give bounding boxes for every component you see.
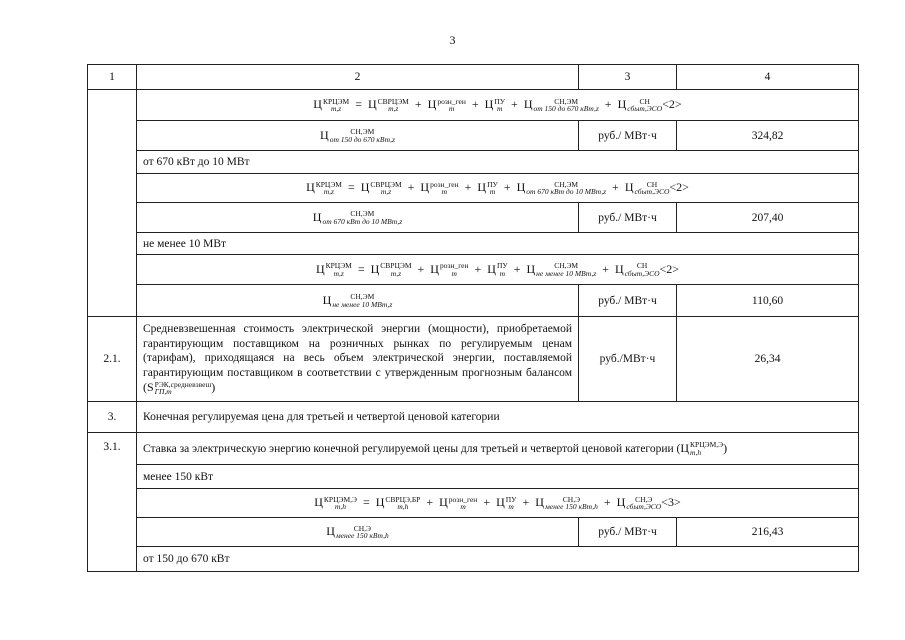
band-row bbox=[88, 233, 859, 255]
formula-cell bbox=[137, 174, 859, 203]
footnote-ref: <3> bbox=[661, 495, 681, 510]
unit-cell: руб./ МВт·ч bbox=[579, 121, 677, 151]
empty-number-cell bbox=[88, 90, 137, 317]
item-number: 3.1. bbox=[88, 433, 137, 572]
band-label: не менее 10 МВт bbox=[137, 233, 859, 255]
formula: Ц КРЦЭМ m,z = Ц СВРЦЭМ m,z + Ц розн_ген m + Ц ПУ m + Ц СН,ЭМ от 670 кВт до 10 МВт,z + Ц СН сбыт,ЭСО <2> bbox=[306, 179, 689, 197]
formula-cell bbox=[137, 489, 859, 518]
rate-symbol-cell: Ц СН,ЭМ от 670 кВт до 10 МВт,z bbox=[137, 203, 579, 233]
unit-cell: руб./МВт·ч bbox=[579, 317, 677, 402]
rate-row bbox=[88, 203, 859, 233]
band-label: от 150 до 670 кВт bbox=[137, 547, 859, 572]
item-description: Конечная регулируемая цена для третьей и четвертой ценовой категории bbox=[137, 402, 859, 433]
header-col-2: 2 bbox=[137, 65, 579, 90]
header-col-4: 4 bbox=[677, 65, 859, 90]
rate-symbol-cell: Ц СН,ЭМ не менее 10 МВт,z bbox=[137, 285, 579, 317]
band-row bbox=[88, 151, 859, 174]
formula: Ц КРЦЭМ m,z = Ц СВРЦЭМ m,z + Ц розн_ген m + Ц ПУ m + Ц СН,ЭМ не менее 10 МВт,z + Ц СН сбыт,ЭСО <2> bbox=[315, 261, 680, 278]
band-label: менее 150 кВт bbox=[137, 465, 859, 489]
item-number: 2.1. bbox=[88, 317, 137, 402]
value-cell: 110,60 bbox=[677, 285, 859, 317]
item-number: 3. bbox=[88, 402, 137, 433]
value-cell: 216,43 bbox=[677, 518, 859, 547]
unit-cell: руб./ МВт·ч bbox=[579, 518, 677, 547]
header-col-3: 3 bbox=[579, 65, 677, 90]
formula: Ц КРЦЭМ m,z = Ц СВРЦЭМ m,z + Ц розн_ген m + Ц ПУ m + Ц СН,ЭМ от 150 до 670 кВт,z + Ц СН сбыт,ЭСО <2> bbox=[313, 96, 682, 114]
item-description: Ставка за электрическую энергию конечной регулируемой цены для третьей и четвертой ценовой категории (Ц КРЦЭМ,Э m,h ) bbox=[137, 433, 859, 465]
formula-cell bbox=[137, 90, 859, 121]
tariff-table bbox=[87, 64, 859, 572]
header-col-1: 1 bbox=[88, 65, 137, 90]
formula-row bbox=[88, 90, 859, 121]
band-row bbox=[88, 547, 859, 572]
rate-symbol-cell: Ц СН,Э менее 150 кВт,h bbox=[137, 518, 579, 547]
footnote-ref: <2> bbox=[669, 180, 689, 195]
unit-cell: руб./ МВт·ч bbox=[579, 285, 677, 317]
band-row bbox=[88, 465, 859, 489]
formula-row bbox=[88, 489, 859, 518]
rate-symbol-cell: Ц СН,ЭМ от 150 до 670 кВт,z bbox=[137, 121, 579, 151]
value-cell: 26,34 bbox=[677, 317, 859, 402]
value-cell: 207,40 bbox=[677, 203, 859, 233]
formula-row bbox=[88, 174, 859, 203]
rate-row bbox=[88, 518, 859, 547]
header-row bbox=[88, 65, 859, 90]
item-row-3-1 bbox=[88, 433, 859, 465]
footnote-ref: <2> bbox=[659, 261, 680, 276]
formula-row bbox=[88, 255, 859, 285]
band-label: от 670 кВт до 10 МВт bbox=[137, 151, 859, 174]
formula: Ц КРЦЭМ,Э m,h = Ц СВРЦЭ,БР m,h + Ц розн_ген m + Ц ПУ m + Ц СН,Э менее 150 кВт,h + Ц СН,Э сбыт,ЭСО <3> bbox=[314, 494, 681, 512]
item-row-2-1 bbox=[88, 317, 859, 402]
formula-cell bbox=[137, 255, 859, 285]
footnote-ref: <2> bbox=[662, 97, 682, 112]
unit-cell: руб./ МВт·ч bbox=[579, 203, 677, 233]
value-cell: 324,82 bbox=[677, 121, 859, 151]
item-row-3 bbox=[88, 402, 859, 433]
rate-row bbox=[88, 285, 859, 317]
item-description: Средневзвешенная стоимость электрической энергии (мощности), приобретаемой гарантирующим поставщиком на розничных рынках по регулируемым ценам (тарифам), приходящаяся на весь объем электрической энергии, поставляемой гарантирующим поставщиком в соответствии с утвержденным прогнозным балансом (S РЭК,средневзвеш ГП,m ) bbox=[137, 317, 579, 402]
page-number: 3 bbox=[449, 33, 456, 47]
rate-row bbox=[88, 121, 859, 151]
